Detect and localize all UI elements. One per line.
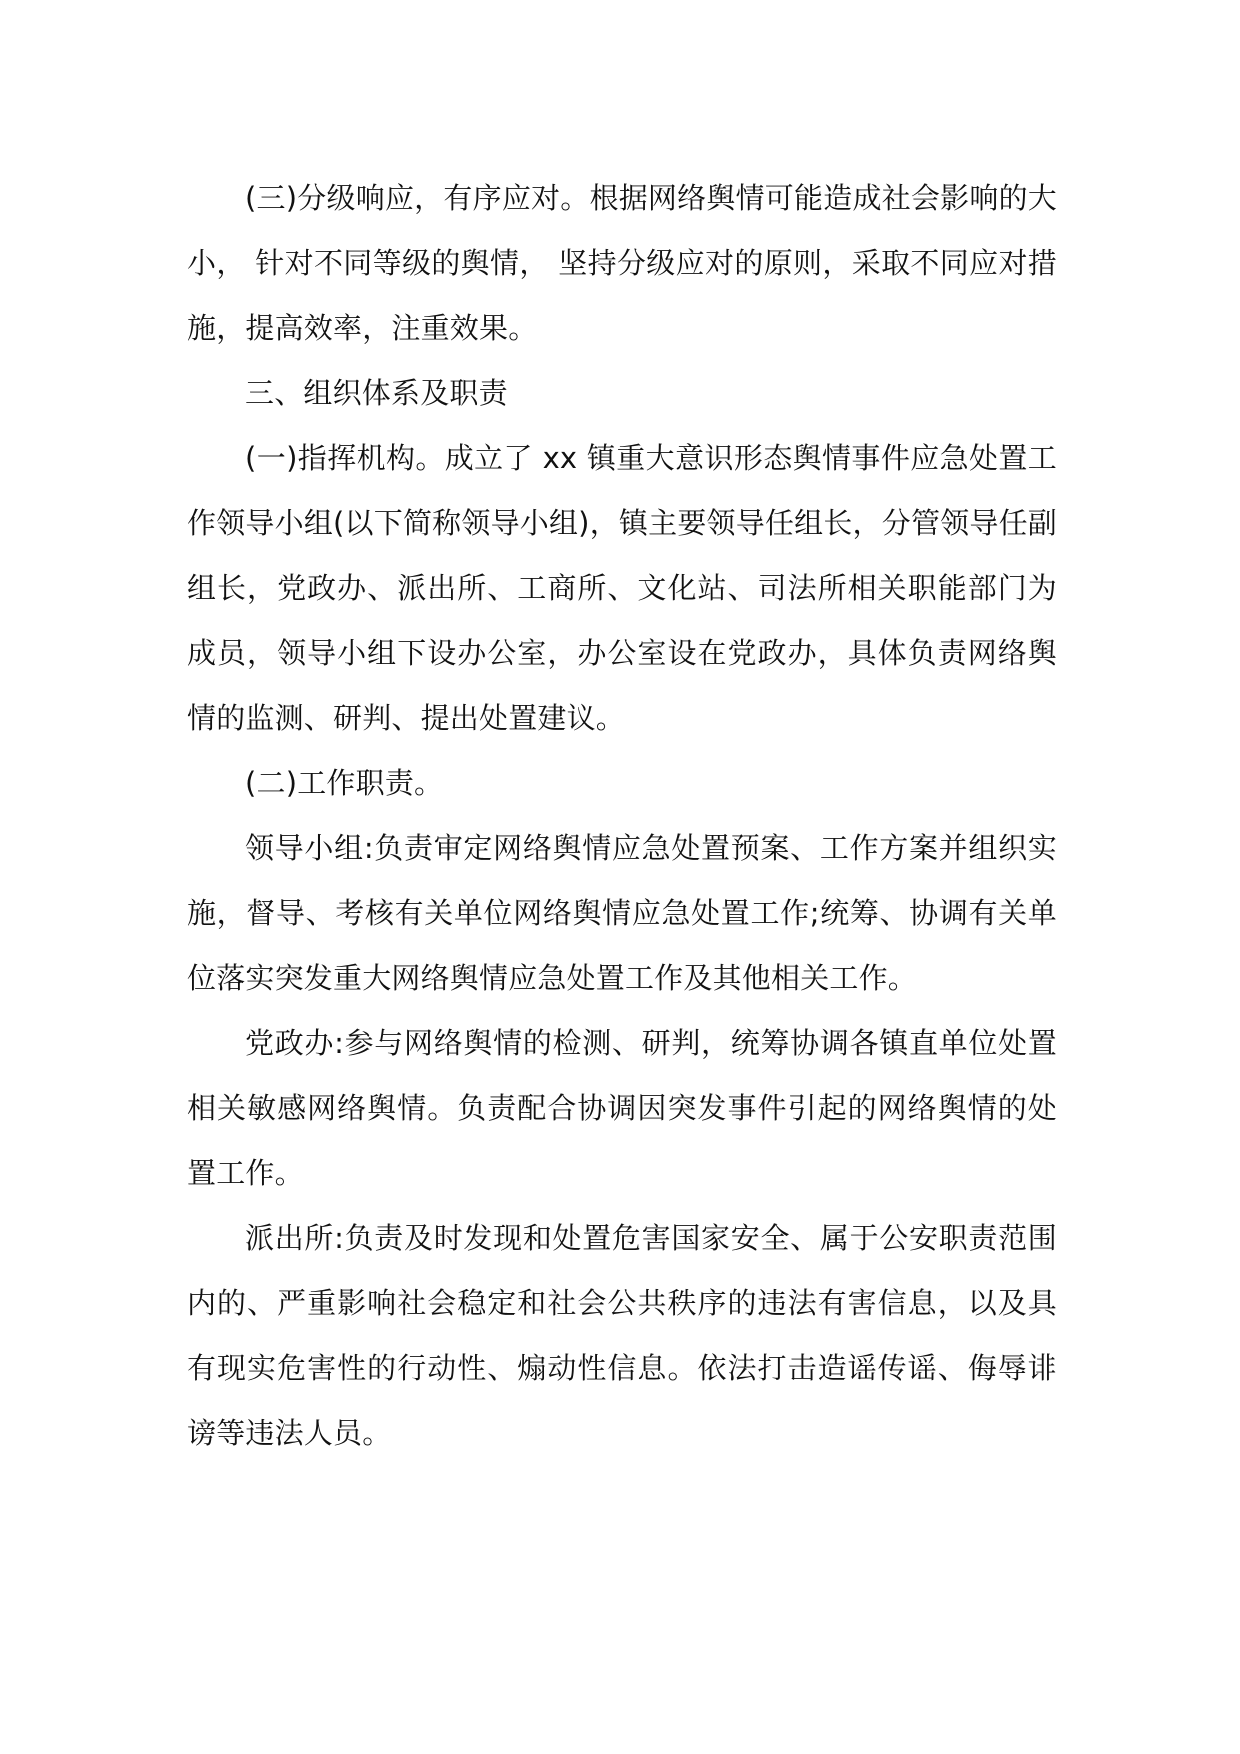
paragraph-leading-group-duties: 领导小组:负责审定网络舆情应急处置预案、工作方案并组织实施，督导、考核有关单位网络舆情应急处置工作;统筹、协调有关单位落实突发重大网络舆情应急处置工作及其他相关工作。 bbox=[187, 831, 1057, 995]
document-body bbox=[187, 166, 1057, 1466]
subheading-duties: (二)工作职责。 bbox=[245, 766, 444, 800]
section-heading-organization: 三、组织体系及职责 bbox=[245, 376, 508, 410]
paragraph-police-station-duties: 派出所:负责及时发现和处置危害国家安全、属于公安职责范围内的、严重影响社会稳定和社会公共秩序的违法有害信息，以及具有现实危害性的行动性、煽动性信息。依法打击造谣传谣、侮辱诽谤等违法人员。 bbox=[187, 1221, 1057, 1450]
paragraph-command-structure: (一)指挥机构。成立了 xx 镇重大意识形态舆情事件应急处置工作领导小组(以下简称领导小组)，镇主要领导任组长，分管领导任副组长，党政办、派出所、工商所、文化站、司法所相关职能部门为成员，领导小组下设办公室，办公室设在党政办，具体负责网络舆情的监测、研判、提出处置建议。 bbox=[187, 441, 1057, 735]
paragraph-tiered-response: (三)分级响应，有序应对。根据网络舆情可能造成社会影响的大小， 针对不同等级的舆情， 坚持分级应对的原则，采取不同应对措施，提高效率，注重效果。 bbox=[187, 181, 1057, 345]
paragraph-party-office-duties: 党政办:参与网络舆情的检测、研判，统筹协调各镇直单位处置相关敏感网络舆情。负责配合协调因突发事件引起的网络舆情的处置工作。 bbox=[187, 1026, 1057, 1190]
